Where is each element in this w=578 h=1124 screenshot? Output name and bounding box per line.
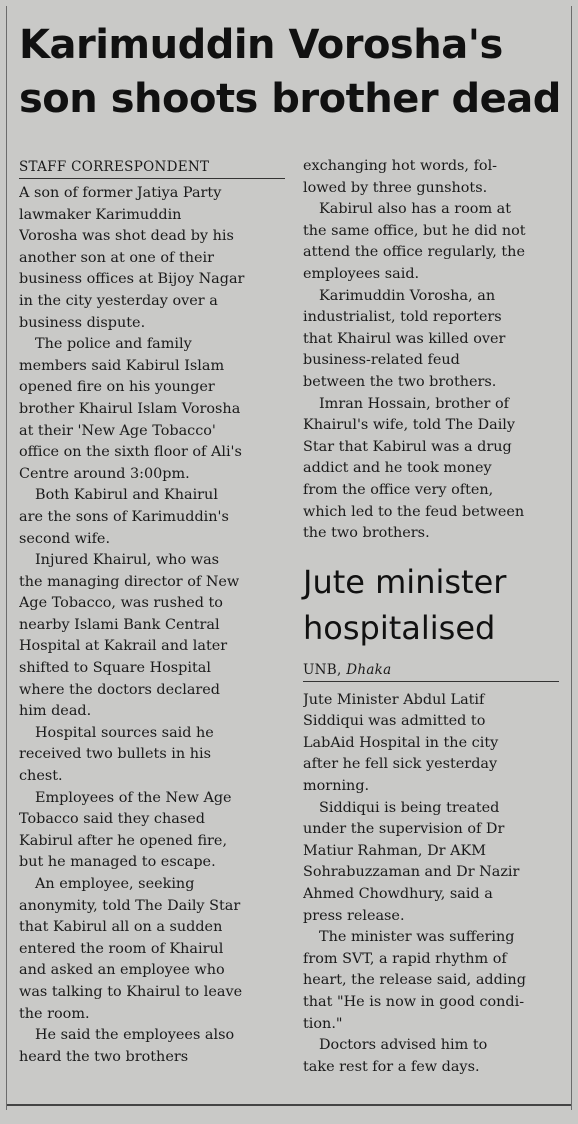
text-line: An employee, seeking <box>35 876 195 892</box>
column-1-body <box>19 183 285 1068</box>
text-line: which led to the feud between <box>303 503 525 520</box>
text-line: Kabirul also has a room at <box>319 201 512 218</box>
story2-headline-line-2: hospitalised <box>303 608 496 647</box>
text-line: Vorosha was shot dead by his <box>19 228 234 245</box>
text-line: employees said. <box>303 265 420 282</box>
text-line: members said Kabirul Islam <box>19 357 225 374</box>
text-line: business-related feud <box>303 352 460 369</box>
text-line: that Kabirul all on a sudden <box>19 919 223 936</box>
text-line: take rest for a few days. <box>303 1058 480 1075</box>
text-line: Imran Hossain, brother of <box>319 395 509 412</box>
story2-headline <box>303 559 559 651</box>
text-line: exchanging hot words, fol- <box>303 158 498 174</box>
text-line: the managing director of New <box>19 573 240 590</box>
text-line: from the office very often, <box>303 481 494 498</box>
text-line: at their 'New Age Tobacco' <box>19 422 216 439</box>
headline-line-1: Karimuddin Vorosha's <box>19 22 503 68</box>
story2-headline-line-1: Jute minister <box>303 562 507 601</box>
bottom-rule <box>7 1104 571 1106</box>
text-line: was talking to Khairul to leave <box>19 983 243 1000</box>
text-line: business dispute. <box>19 314 146 331</box>
text-line: addict and he took money <box>303 460 492 477</box>
text-line: Siddiqui was admitted to <box>303 713 486 730</box>
text-line: tion." <box>303 1015 343 1032</box>
text-line: LabAid Hospital in the city <box>303 734 499 751</box>
text-line: where the doctors declared <box>19 681 221 698</box>
text-line: Ahmed Chowdhury, said a <box>303 886 493 903</box>
text-line: another son at one of their <box>19 249 214 266</box>
text-line: A son of former Jatiya Party <box>19 185 222 201</box>
text-line: Karimuddin Vorosha, an <box>319 287 496 304</box>
text-line: the room. <box>19 1005 90 1022</box>
text-line: shifted to Square Hospital <box>19 660 211 677</box>
column-1 <box>19 156 285 1068</box>
text-line: Employees of the New Age <box>35 789 232 806</box>
column-2-body <box>303 156 559 545</box>
text-line: business offices at Bijoy Nagar <box>19 271 245 288</box>
text-line: morning. <box>303 778 370 795</box>
text-line: lawmaker Karimuddin <box>19 206 182 223</box>
text-line: Centre around 3:00pm. <box>19 465 190 482</box>
text-line: the two brothers. <box>303 525 430 542</box>
text-line: received two bullets in his <box>19 746 211 763</box>
text-line: Kabirul after he opened fire, <box>19 832 228 849</box>
text-line: office on the sixth floor of Ali's <box>19 444 242 461</box>
text-line: and asked an employee who <box>19 962 225 979</box>
text-line: opened fire on his younger <box>19 379 215 396</box>
text-line: heard the two brothers <box>19 1048 189 1065</box>
text-line: brother Khairul Islam Vorosha <box>19 400 241 417</box>
text-line: after he fell sick yesterday <box>303 756 498 773</box>
text-line: Sohrabuzzaman and Dr Nazir <box>303 864 520 881</box>
text-line: Hospital at Kakrail and later <box>19 638 228 655</box>
text-line: He said the employees also <box>35 1027 235 1044</box>
text-line: that Khairul was killed over <box>303 330 506 347</box>
text-line: are the sons of Karimuddin's <box>19 508 229 525</box>
headline <box>19 18 567 126</box>
text-line: Injured Khairul, who was <box>35 552 220 569</box>
text-line: heart, the release said, adding <box>303 972 526 989</box>
text-line: press release. <box>303 907 405 924</box>
text-line: entered the room of Khairul <box>19 940 224 957</box>
headline-line-2: son shoots brother dead <box>19 76 561 122</box>
text-line: second wife. <box>19 530 111 547</box>
byline: STAFF CORRESPONDENT <box>19 156 285 179</box>
text-line: industrialist, told reporters <box>303 309 502 326</box>
text-line: from SVT, a rapid rhythm of <box>303 950 507 967</box>
text-line: under the supervision of Dr <box>303 821 505 838</box>
text-line: him dead. <box>19 703 92 720</box>
text-line: Khairul's wife, told The Daily <box>303 417 516 434</box>
text-line: Hospital sources said he <box>35 724 214 741</box>
text-line: anonymity, told The Daily Star <box>19 897 241 914</box>
text-line: but he managed to escape. <box>19 854 216 871</box>
text-line: Tobacco said they chased <box>19 811 205 828</box>
text-line: Siddiqui is being treated <box>319 799 500 816</box>
text-line: The minister was suffering <box>319 929 515 946</box>
text-line: Both Kabirul and Khairul <box>35 487 218 504</box>
text-line: nearby Islami Bank Central <box>19 616 220 633</box>
text-line: Star that Kabirul was a drug <box>303 438 512 455</box>
text-line: in the city yesterday over a <box>19 292 218 309</box>
text-line: between the two brothers. <box>303 373 497 390</box>
text-line: the same office, but he did not <box>303 222 526 239</box>
text-line: chest. <box>19 768 63 785</box>
story2-byline <box>303 659 559 682</box>
text-line: The police and family <box>35 336 192 353</box>
text-line: that "He is now in good condi- <box>303 994 525 1010</box>
story2-body <box>303 690 559 1079</box>
text-line: Age Tobacco, was rushed to <box>19 595 223 612</box>
text-line: lowed by three gunshots. <box>303 179 488 196</box>
story2-byline-place: Dhaka <box>346 661 392 678</box>
column-2 <box>303 156 559 1078</box>
text-line: attend the office regularly, the <box>303 244 525 261</box>
newspaper-clipping <box>6 6 572 1110</box>
story2-byline-agency: UNB, <box>303 661 342 678</box>
text-line: Matiur Rahman, Dr AKM <box>303 842 486 859</box>
text-line: Jute Minister Abdul Latif <box>303 691 485 708</box>
text-line: Doctors advised him to <box>319 1037 488 1054</box>
